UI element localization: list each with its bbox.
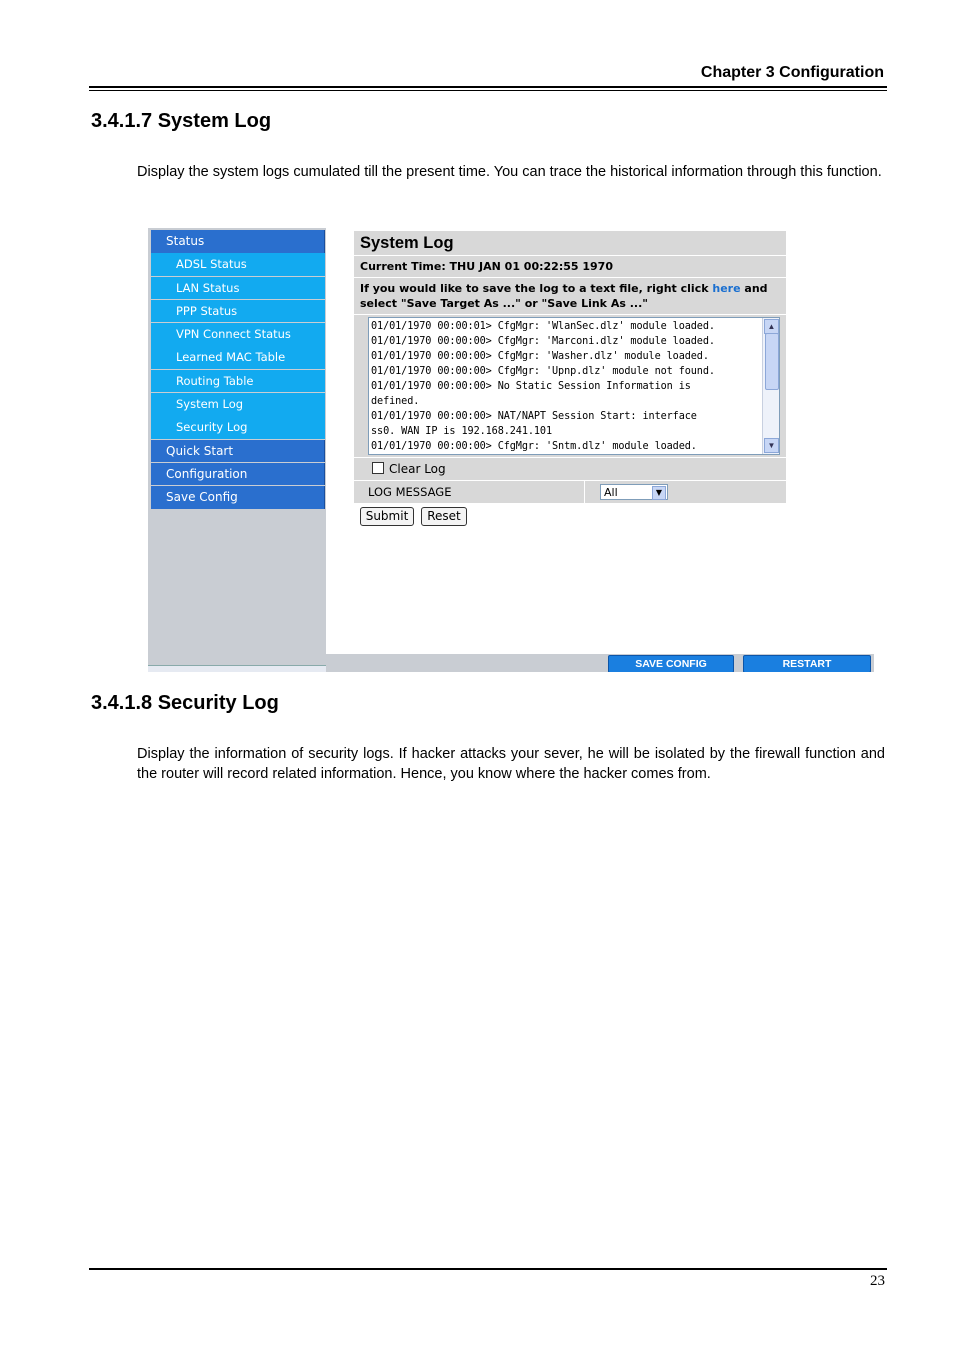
panel-title: System Log [354,231,786,256]
log-message-label: LOG MESSAGE [368,485,452,499]
section-heading-system-log: 3.4.1.7 System Log [91,110,272,132]
log-content [371,319,761,453]
save-log-link[interactable]: here [712,282,741,295]
footer-rule [89,1268,887,1270]
clear-log-label: Clear Log [389,462,446,476]
sidebar-item-lan-status[interactable]: LAN Status [151,277,325,300]
sidebar-menu [151,230,325,510]
row-divider [584,481,585,503]
save-hint [354,278,786,315]
system-log-screenshot [148,228,874,672]
sidebar-item-quick-start[interactable]: Quick Start [151,440,325,463]
restart-button[interactable]: RESTART [743,655,871,672]
chapter-header: Chapter 3 Configuration [700,64,884,81]
sidebar-item-adsl-status[interactable]: ADSL Status [151,253,325,276]
sidebar-item-security-log[interactable]: Security Log [151,416,325,439]
reset-button[interactable]: Reset [421,507,467,526]
log-line: 01/01/1970 00:00:01> CfgMgr: 'WlanSec.dlz' module loaded. [371,321,715,332]
sidebar-item-configuration[interactable]: Configuration [151,463,325,486]
section-heading-security-log: 3.4.1.8 Security Log [91,692,279,714]
sidebar-horizontal-scrollbar[interactable] [148,665,326,672]
log-line: 01/01/1970 00:00:00> CfgMgr: 'Sntm.dlz' module loaded. [371,441,697,452]
section-text-security-log: Display the information of security logs. If hacker attacks your sever, he will be isolated by the firewall function and the router will record related information. Hence, you know where the hacker comes from. [137,746,885,782]
log-message-row [354,481,786,504]
current-time: Current Time: THU JAN 01 00:22:55 1970 [354,256,786,278]
header-rule [89,86,887,91]
save-hint-text: If you would like to save the log to a text file, right click [360,282,713,295]
clear-log-checkbox[interactable] [372,462,384,474]
scroll-up-icon[interactable]: ▲ [764,319,779,334]
log-line: 01/01/1970 00:00:00> No Static Session Information is [371,381,691,392]
log-line: defined. [371,396,420,407]
log-scrollbar[interactable] [762,318,779,454]
save-config-button[interactable]: SAVE CONFIG [608,655,734,672]
bottom-toolbar [326,654,874,672]
log-line: 01/01/1970 00:00:00> CfgMgr: 'Washer.dlz' module loaded. [371,351,709,362]
log-line: ss0. WAN IP is 192.168.241.101 [371,426,553,437]
scrollbar-thumb[interactable] [765,333,779,390]
scroll-down-icon[interactable]: ▼ [764,438,779,453]
submit-button[interactable]: Submit [360,507,414,526]
save-hint-text-end: and select "Save Target As ..." or "Save Link As ..." [360,282,768,310]
sidebar-item-learned-mac-table[interactable]: Learned MAC Table [151,346,325,369]
sidebar-item-save-config[interactable]: Save Config [151,486,325,509]
sidebar [148,228,326,672]
sidebar-item-status[interactable]: Status [151,230,325,253]
sidebar-item-system-log[interactable]: System Log [151,393,325,416]
system-log-panel [354,231,786,528]
log-line: 01/01/1970 00:00:00> CfgMgr: 'Upnp.dlz' module not found. [371,366,715,377]
section-text-system-log: Display the system logs cumulated till the present time. You can trace the historical information through this function. [137,164,882,180]
log-message-select[interactable] [600,484,668,500]
sidebar-item-routing-table[interactable]: Routing Table [151,370,325,393]
sidebar-item-ppp-status[interactable]: PPP Status [151,300,325,323]
log-message-value: All [604,486,618,499]
clear-log-row [354,457,786,481]
log-textarea[interactable] [368,317,780,455]
form-buttons [354,504,786,528]
chevron-down-icon[interactable]: ▼ [652,486,666,500]
page-number: 23 [870,1273,885,1289]
log-line: 01/01/1970 00:00:00> NAT/NAPT Session Start: interface [371,411,697,422]
log-line: 01/01/1970 00:00:00> CfgMgr: 'Marconi.dlz' module loaded. [371,336,715,347]
sidebar-item-vpn-connect-status[interactable]: VPN Connect Status [151,323,325,346]
